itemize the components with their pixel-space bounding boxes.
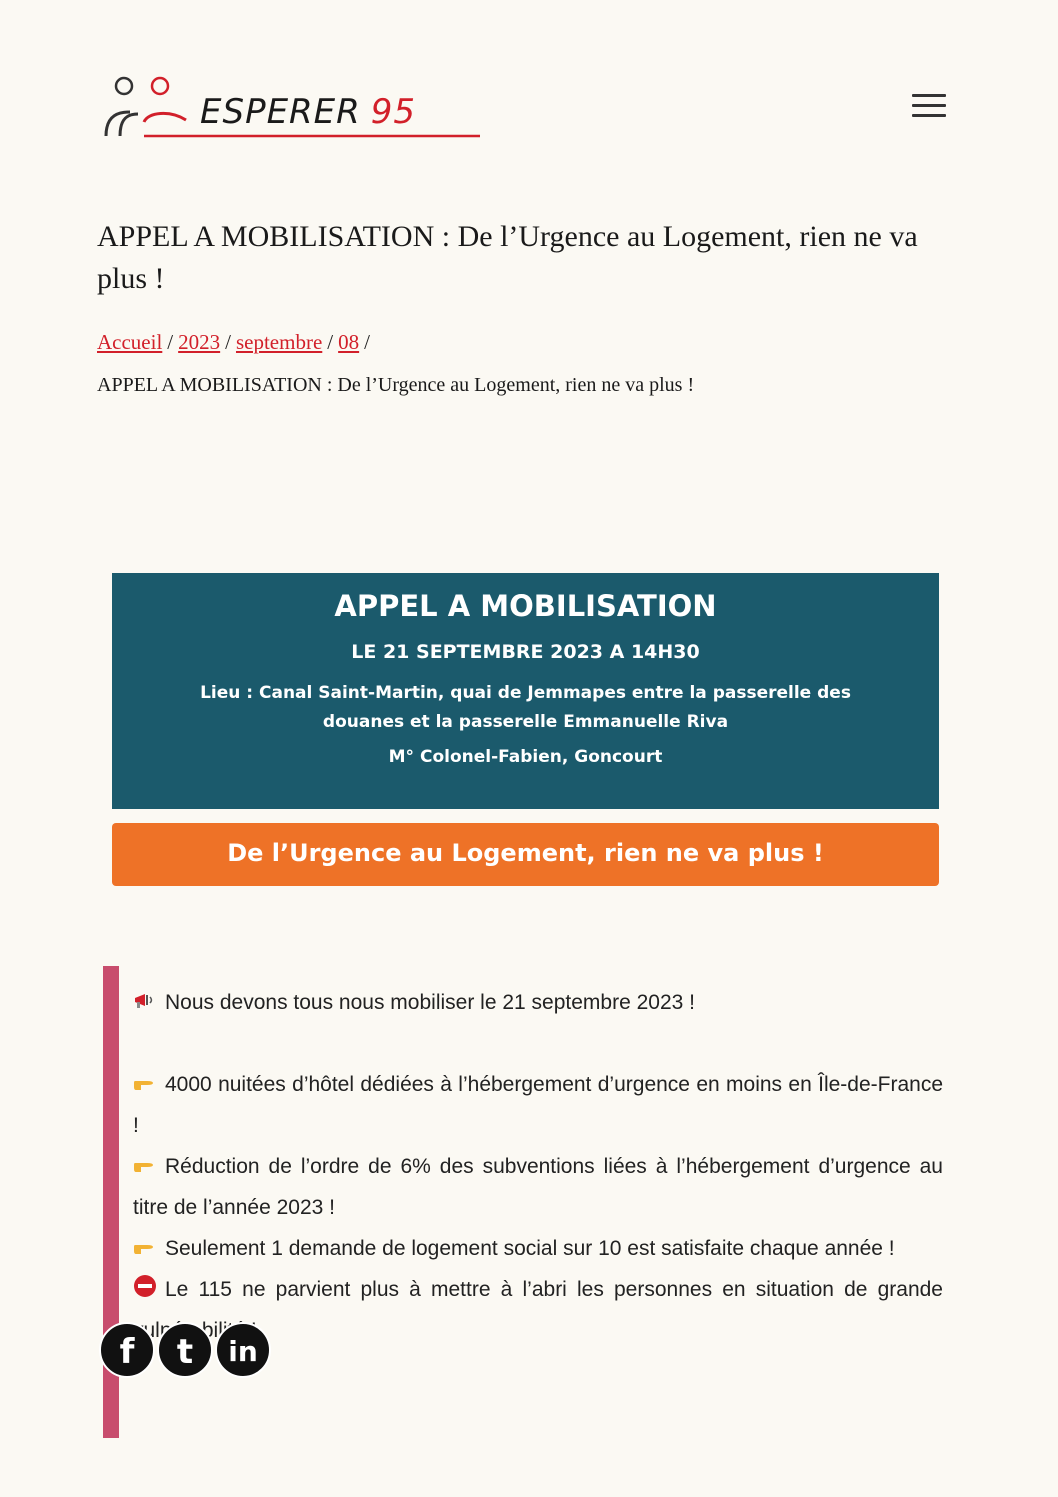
breadcrumb xyxy=(97,330,375,355)
breadcrumb-home[interactable]: Accueil xyxy=(97,330,163,354)
banner-place: Lieu : Canal Saint-Martin, quai de Jemmapes entre la passerelle des douanes et la passerelle Emmanuelle Riva xyxy=(200,683,851,732)
breadcrumb-separator: / xyxy=(225,330,231,354)
event-banner xyxy=(112,573,939,809)
facebook-icon[interactable]: f xyxy=(99,1322,155,1378)
intro-paragraph xyxy=(133,982,943,1023)
social-share-bar xyxy=(99,1322,279,1382)
breadcrumb-separator: / xyxy=(327,330,334,354)
linkedin-icon[interactable]: in xyxy=(215,1322,271,1378)
banner-date: LE 21 SEPTEMBRE 2023 A 14H30 xyxy=(351,641,700,663)
breadcrumb-separator: / xyxy=(167,330,174,354)
list-item xyxy=(133,1064,943,1146)
point-text: 4000 nuitées d’hôtel dédiées à l’hébergement d’urgence en moins en Île-de-France ! xyxy=(133,1073,943,1137)
megaphone-icon xyxy=(133,991,157,1011)
list-item xyxy=(133,1146,943,1228)
page-title: APPEL A MOBILISATION : De l’Urgence au Logement, rien ne va plus ! xyxy=(97,220,918,295)
point-text: Réduction de l’ordre de 6% des subventions liées à l’hébergement d’urgence au titre de l’année 2023 ! xyxy=(133,1155,943,1219)
hamburger-icon[interactable] xyxy=(912,94,946,122)
breadcrumb-month[interactable]: septembre xyxy=(235,330,323,354)
pointing-hand-icon xyxy=(133,1237,157,1257)
point-text: Seulement 1 demande de logement social sur 10 est satisfaite chaque année ! xyxy=(165,1237,895,1260)
logo-text[interactable] xyxy=(200,92,416,132)
banner-metro: M° Colonel-Fabien, Goncourt xyxy=(388,747,663,767)
logo-name: ESPERER xyxy=(200,92,361,132)
breadcrumb-day[interactable]: 08 xyxy=(338,330,360,354)
intro-text: Nous devons tous nous mobiliser le 21 septembre 2023 ! xyxy=(165,991,695,1014)
logo-number: 95 xyxy=(370,92,417,132)
article-body xyxy=(133,982,943,1351)
point-text: Le 115 ne parvient plus à mettre à l’abri les personnes en situation de grande xyxy=(165,1278,943,1301)
twitter-icon[interactable]: t xyxy=(157,1322,213,1378)
banner-title: APPEL A MOBILISATION xyxy=(334,589,717,623)
breadcrumb-year[interactable]: 2023 xyxy=(178,330,221,354)
pointing-hand-icon xyxy=(133,1073,157,1093)
breadcrumb-separator: / xyxy=(364,330,370,354)
pointing-hand-icon xyxy=(133,1155,157,1175)
breadcrumb-current: APPEL A MOBILISATION : De l’Urgence au Logement, rien ne va plus ! xyxy=(97,374,695,396)
no-entry-icon xyxy=(133,1274,157,1298)
list-item xyxy=(133,1228,943,1269)
slogan-banner: De l’Urgence au Logement, rien ne va plus ! xyxy=(112,823,939,886)
